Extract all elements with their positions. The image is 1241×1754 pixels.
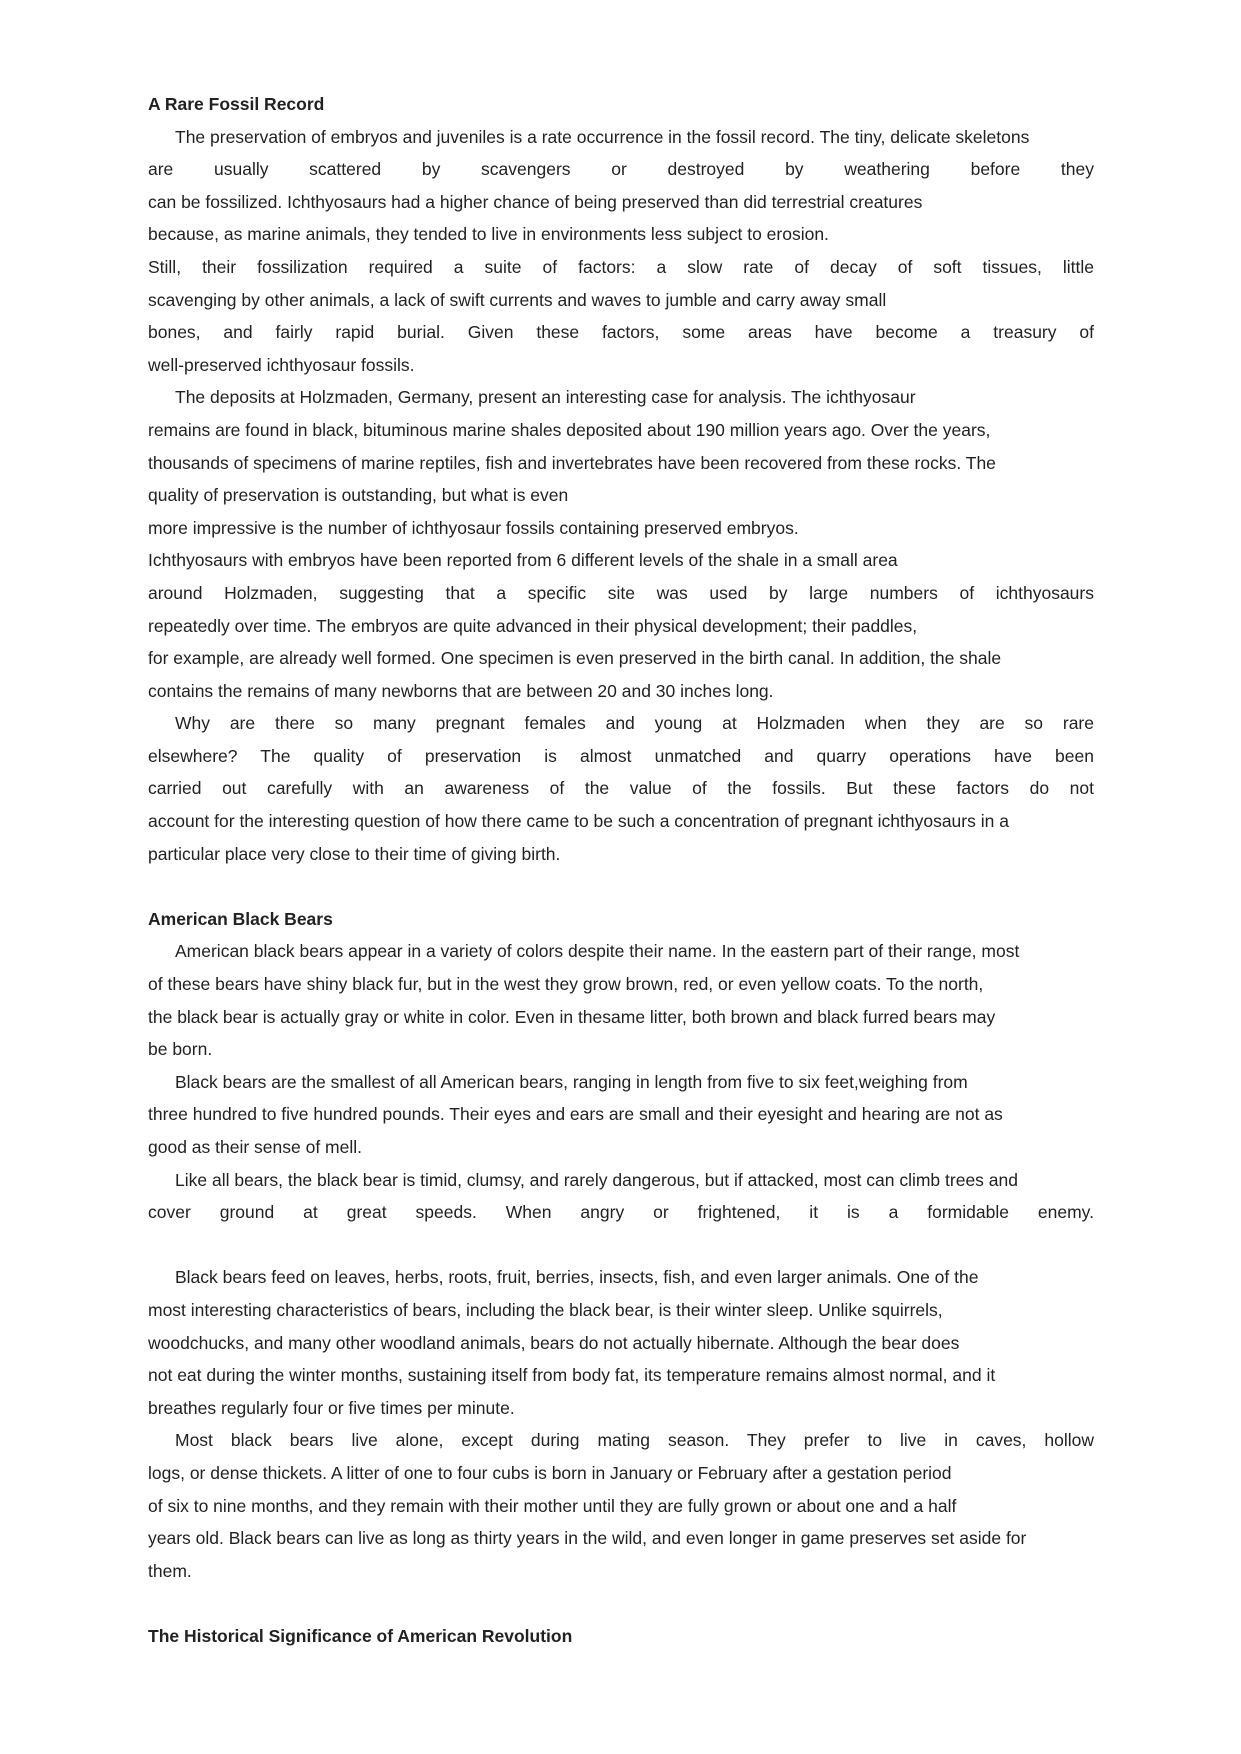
text-line: for example, are already well formed. One specimen is even preserved in the birth canal. In addition, the shale bbox=[148, 648, 1002, 669]
text-line: remains are found in black, bituminous marine shales deposited about 190 million years ago. Over the years, bbox=[148, 419, 991, 440]
text-line: Most black bears live alone, except during mating season. They prefer to live in caves, hollow bbox=[175, 1430, 1094, 1451]
text-line: of six to nine months, and they remain with their mother until they are fully grown or about one and a half bbox=[148, 1495, 957, 1516]
text-line: more impressive is the number of ichthyosaur fossils containing preserved embryos. bbox=[148, 517, 799, 538]
text-line: elsewhere? The quality of preservation is almost unmatched and quarry operations have been bbox=[148, 745, 1094, 766]
section-gap bbox=[148, 1587, 1094, 1620]
text-line: quality of preservation is outstanding, but what is even bbox=[148, 485, 569, 506]
text-line: contains the remains of many newborns that are between 20 and 30 inches long. bbox=[148, 680, 774, 701]
text-line: repeatedly over time. The embryos are quite advanced in their physical development; their paddles, bbox=[148, 615, 918, 636]
text-line: The preservation of embryos and juveniles is a rate occurrence in the fossil record. The tiny, delicate skeletons bbox=[175, 126, 1030, 147]
text-line: Still, their fossilization required a suite of factors: a slow rate of decay of soft tissues, little bbox=[148, 256, 1094, 277]
text-line: cover ground at great speeds. When angry or frightened, it is a formidable enemy. bbox=[148, 1202, 1094, 1223]
text-line: scavenging by other animals, a lack of swift currents and waves to jumble and carry away small bbox=[148, 289, 887, 310]
text-line: woodchucks, and many other woodland animals, bears do not actually hibernate. Although the bear does bbox=[148, 1332, 960, 1353]
section-gap bbox=[148, 870, 1094, 903]
text-line: them. bbox=[148, 1560, 192, 1581]
text-line: Why are there so many pregnant females and young at Holzmaden when they are so rare bbox=[175, 713, 1094, 734]
blank-line bbox=[148, 1229, 1094, 1262]
text-line: most interesting characteristics of bears, including the black bear, is their winter sleep. Unlike squirrels, bbox=[148, 1299, 943, 1320]
article-title: The Historical Significance of American Revolution bbox=[148, 1625, 573, 1646]
text-line: be born. bbox=[148, 1039, 213, 1060]
text-line: Black bears feed on leaves, herbs, roots, fruit, berries, insects, fish, and even larger animals. One of the bbox=[175, 1267, 979, 1288]
text-line: can be fossilized. Ichthyosaurs had a higher chance of being preserved than did terrestrial creatures bbox=[148, 191, 923, 212]
text-line: logs, or dense thickets. A litter of one to four cubs is born in January or February after a gestation period bbox=[148, 1462, 952, 1483]
text-line: well-preserved ichthyosaur fossils. bbox=[148, 354, 415, 375]
article-section bbox=[148, 88, 1094, 870]
document-page bbox=[148, 88, 1094, 1653]
text-line: are usually scattered by scavengers or destroyed by weathering before they bbox=[148, 159, 1094, 180]
text-line: of these bears have shiny black fur, but in the west they grow brown, red, or even yellow coats. To the north, bbox=[148, 974, 984, 995]
article-title: A Rare Fossil Record bbox=[148, 94, 325, 114]
text-line: particular place very close to their time of giving birth. bbox=[148, 843, 561, 864]
article-title: American Black Bears bbox=[148, 908, 333, 929]
text-line: not eat during the winter months, sustaining itself from body fat, its temperature remains almost normal, and it bbox=[148, 1365, 996, 1386]
text-line: years old. Black bears can live as long as thirty years in the wild, and even longer in game preserves set aside for bbox=[148, 1528, 1027, 1549]
text-line: carried out carefully with an awareness of the value of the fossils. But these factors do not bbox=[148, 778, 1094, 799]
text-line: Black bears are the smallest of all American bears, ranging in length from five to six feet,weighing from bbox=[175, 1071, 968, 1092]
text-line: breathes regularly four or five times per minute. bbox=[148, 1397, 515, 1418]
text-line: The deposits at Holzmaden, Germany, present an interesting case for analysis. The ichthyosaur bbox=[175, 387, 916, 408]
text-line: bones, and fairly rapid burial. Given these factors, some areas have become a treasury of bbox=[148, 322, 1094, 343]
text-line: the black bear is actually gray or white in color. Even in thesame litter, both brown and black furred bears may bbox=[148, 1006, 996, 1027]
text-line: American black bears appear in a variety of colors despite their name. In the eastern part of their range, most bbox=[175, 941, 1020, 962]
text-line: Like all bears, the black bear is timid, clumsy, and rarely dangerous, but if attacked, most can climb trees and bbox=[175, 1169, 1018, 1190]
text-line: around Holzmaden, suggesting that a specific site was used by large numbers of ichthyosaurs bbox=[148, 582, 1094, 603]
article-section bbox=[148, 1620, 1094, 1653]
text-line: three hundred to five hundred pounds. Their eyes and ears are small and their eyesight and hearing are not as bbox=[148, 1104, 1003, 1125]
text-line: Ichthyosaurs with embryos have been reported from 6 different levels of the shale in a small area bbox=[148, 550, 898, 571]
article-section bbox=[148, 903, 1094, 1587]
text-line: thousands of specimens of marine reptiles, fish and invertebrates have been recovered from these rocks. The bbox=[148, 452, 996, 473]
text-line: good as their sense of mell. bbox=[148, 1137, 363, 1157]
text-line: because, as marine animals, they tended to live in environments less subject to erosion. bbox=[148, 224, 829, 245]
text-line: account for the interesting question of how there came to be such a concentration of pregnant ichthyosaurs in a bbox=[148, 811, 1009, 832]
